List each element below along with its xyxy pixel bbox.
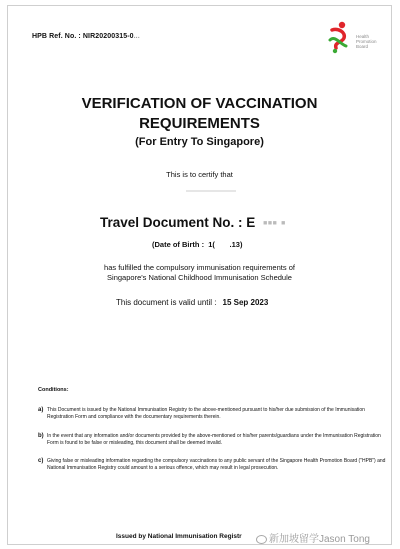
ref-suffix: ... xyxy=(133,33,140,40)
issued-by: Issued by National Immunisation Registr xyxy=(116,533,242,540)
redacted-travel-number: ▪▪▪ ▪ xyxy=(255,215,286,230)
date-of-birth xyxy=(152,240,242,249)
travel-label: Travel Document No. : xyxy=(100,215,243,230)
dob-value: 1( xyxy=(208,240,215,249)
document-page xyxy=(7,5,392,545)
travel-value: E xyxy=(246,215,256,230)
dob-suffix: .13) xyxy=(229,240,243,249)
logo-line3: Board xyxy=(356,44,369,49)
document-title xyxy=(8,94,391,134)
validity-statement xyxy=(116,298,268,307)
fulfilled-statement xyxy=(8,263,391,283)
certify-text: This is to certify that xyxy=(166,170,233,179)
condition-a xyxy=(38,407,386,421)
hpb-ref-number xyxy=(32,33,140,40)
redacted-dob xyxy=(215,240,230,249)
ref-label: HPB Ref. No. : NIR20200315-0 xyxy=(32,33,134,40)
document-subtitle: (For Entry To Singapore) xyxy=(135,136,264,148)
valid-date: 15 Sep 2023 xyxy=(222,298,269,307)
watermark xyxy=(256,530,370,545)
watermark-text: 新加坡留学Jason Tong xyxy=(269,534,370,545)
title-line2: REQUIREMENTS xyxy=(139,115,260,132)
valid-label: This document is valid until : xyxy=(116,298,217,307)
condition-b-text: In the event that any information and/or documents provided by the above-mentioned or his/her parents/guardians under the Immunisation Registration Form is found to be false or misleading, this document shall be deemed invalid. xyxy=(47,433,381,446)
fulfilled-line1: has fulfilled the compulsory immunisation requirements of xyxy=(104,263,295,272)
condition-c xyxy=(38,458,386,472)
hpb-logo-text xyxy=(356,34,390,49)
title-line1: VERIFICATION OF VACCINATION xyxy=(81,95,318,112)
wechat-icon xyxy=(256,535,267,544)
dob-label: (Date of Birth : xyxy=(152,240,205,249)
condition-b xyxy=(38,433,386,447)
condition-a-text: This Document is issued by the National Immunisation Registry to the above-mentioned pursuant to his/her due submission of the Immunisation Registration Form and compliance with the documentary requirements therein. xyxy=(47,407,365,420)
travel-document-number xyxy=(100,215,286,230)
condition-c-text: Giving false or misleading information regarding the compulsory vaccinations to any public servant of the Singapore Health Promotion Board ("HPB") and National Immunisation Registry could amount to a serious offence, which may result in legal prosecution. xyxy=(47,458,386,471)
fulfilled-line2: Singapore's National Childhood Immunisation Schedule xyxy=(107,273,292,282)
hpb-logo-icon xyxy=(326,20,352,54)
logo-line2: Promotion xyxy=(356,39,377,44)
conditions-title: Conditions: xyxy=(38,387,69,393)
condition-a-label: a) xyxy=(38,407,44,413)
condition-b-label: b) xyxy=(38,433,44,439)
hpb-logo xyxy=(326,20,390,56)
logo-line1: Health xyxy=(356,34,370,39)
condition-c-label: c) xyxy=(38,458,44,464)
redacted-name xyxy=(186,190,236,192)
